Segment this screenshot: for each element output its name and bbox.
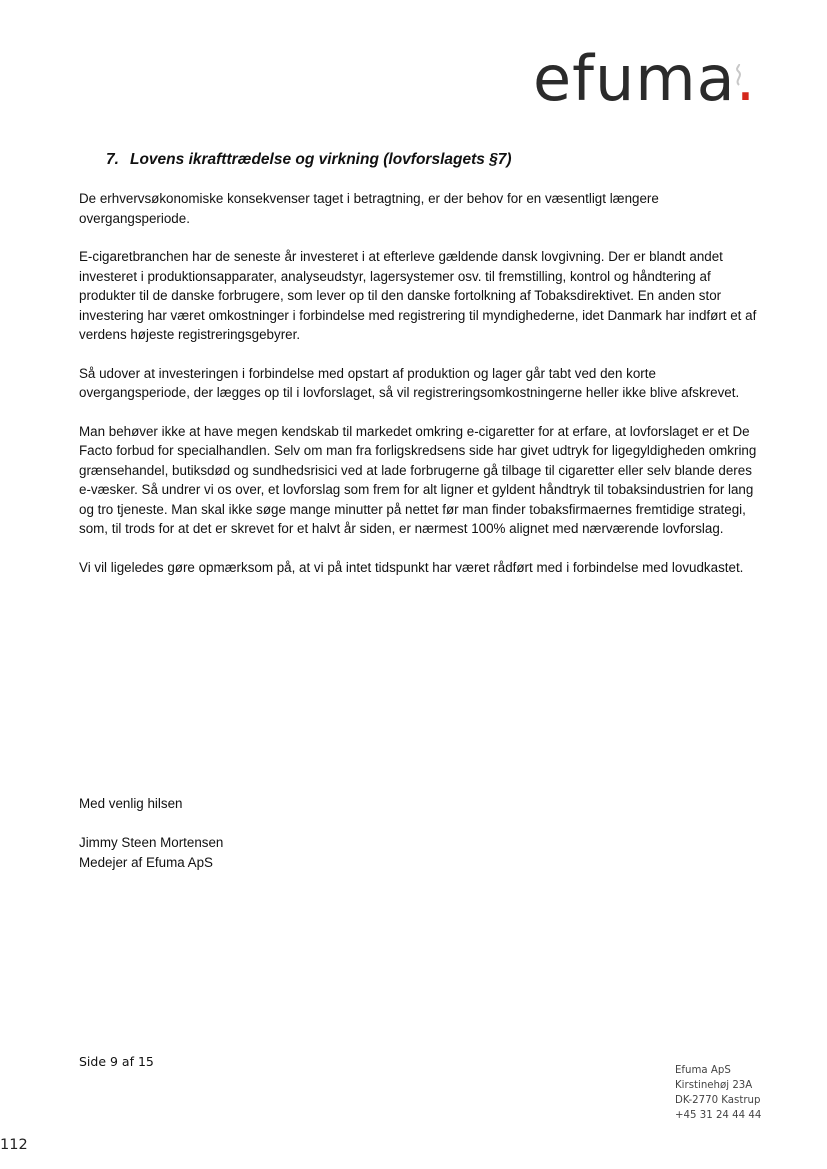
signer-name: Jimmy Steen Mortensen — [79, 835, 224, 850]
address-line: +45 31 24 44 44 — [675, 1110, 762, 1121]
document-number: 112 — [0, 1137, 28, 1153]
signer-role: Medejer af Efuma ApS — [79, 854, 213, 870]
company-address — [675, 1063, 761, 1123]
paragraph: E-cigaretbranchen har de seneste år investeret i at efterleve gældende dansk lovgivning. Der er blandt andet investeret i produktionsapparater, analyseudstyr, lagersystemer osv. til fremstilling, kontrol og håndtering af produkter til de danske forbrugere, som lever op til den danske fortolkning af Tobaksdirektivet. En anden stor investering har været omkostninger i forbindelse med registrering til myndighederne, idet Danmark har indført et af verdens højeste registreringsgebyrer. — [79, 249, 757, 342]
address-line: Efuma ApS — [675, 1065, 731, 1076]
closing-greeting — [79, 794, 182, 814]
address-line: DK-2770 Kastrup — [675, 1095, 761, 1106]
paragraph: Man behøver ikke at have megen kendskab til markedet omkring e-cigaretter for at erfare, at lovforslaget er et De Facto forbud for specialhandlen. Selv om man fra forligskredsens side har givet udtryk for ligegyldigheden omkring grænsehandel, butiksdød og sundhedsrisici ved at lade forbrugerne gå tilbage til cigaretter eller selv blande deres e-væsker. Så undrer vi os over, et lovforslag som frem for alt ligner et gyldent håndtryk til tobaksindustrien for lang og tro tjeneste. Man skal ikke søge mange minutter på nettet før man finder tobaksfirmaernes fremtidige strategi, som, til trods for at det er skrevet for et halvt år siden, er nærmest 100% alignet med nærværende lovforslag. — [79, 423, 757, 536]
section-number: 7. — [106, 151, 119, 168]
letter-body — [79, 189, 759, 596]
address-line: Kirstinehøj 23A — [675, 1080, 753, 1091]
section-title: Lovens ikrafttrædelse og virkning (lovforslagets §7) — [130, 151, 512, 168]
paragraph: Så udover at investeringen i forbindelse med opstart af produktion og lager går tabt ved den korte overgangsperiode, der lægges op til i lovforslaget, så vil registreringsomkostningerne heller ikke blive afskrevet. — [79, 365, 740, 400]
smoke-wisp-icon — [732, 64, 746, 86]
logo-accent-mark: . — [735, 42, 757, 115]
signature-block — [79, 833, 223, 872]
logo-wordmark — [533, 42, 756, 115]
company-logo — [533, 44, 763, 114]
section-heading — [106, 150, 512, 170]
page-number: Side 9 af 15 — [79, 1054, 154, 1069]
greeting-text: Med venlig hilsen — [79, 796, 183, 811]
logo-text: efuma — [533, 42, 736, 115]
paragraph: Vi vil ligeledes gøre opmærksom på, at vi på intet tidspunkt har været rådført med i forbindelse med lovudkastet. — [79, 559, 744, 575]
paragraph: De erhvervsøkonomiske konsekvenser taget i betragtning, er der behov for en væsentligt længere overgangsperiode. — [79, 191, 659, 226]
